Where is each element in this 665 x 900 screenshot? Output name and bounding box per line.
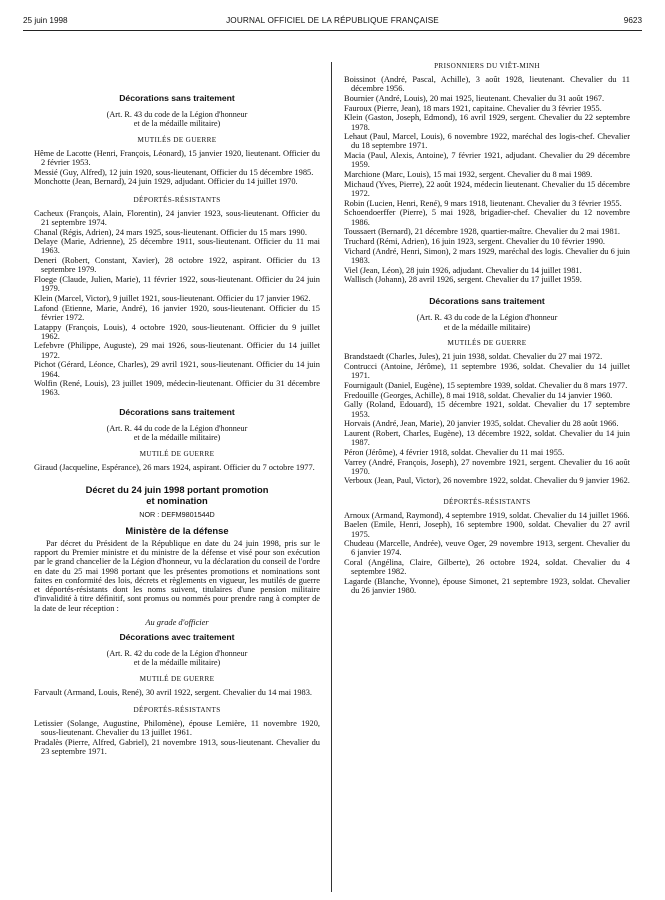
list-item: Vichard (André, Henri, Simon), 2 mars 1929, maréchal des logis. Chevalier du 6 juin 1983.: [344, 246, 630, 265]
list-item: Pichot (Gérard, Léonce, Charles), 29 avril 1921, sous-lieutenant. Officier du 14 juin 1964.: [34, 360, 320, 379]
header-date: 25 juin 1998: [23, 16, 68, 25]
list-item: Verboux (Jean, Paul, Victor), 26 novembre 1922, soldat. Chevalier du 9 janvier 1962.: [344, 476, 630, 486]
list-item: Boissinot (André, Pascal, Achille), 3 août 1928, lieutenant. Chevalier du 11 décembre 1956.: [344, 75, 630, 94]
entry-list: [344, 75, 630, 284]
list-item: Chudeau (Marcelle, Andrée), veuve Oger, 29 novembre 1913, sergent. Chevalier du 6 janvier 1974.: [344, 539, 630, 558]
list-item: Bournier (André, Louis), 20 mai 1925, lieutenant. Chevalier du 31 août 1967.: [344, 93, 605, 103]
list-item: Varrey (André, François, Joseph), 27 novembre 1921, sergent. Chevalier du 16 août 1970.: [344, 457, 630, 476]
list-item: Lehaut (Paul, Marcel, Louis), 6 novembre 1922, maréchal des logis-chef. Chevalier du 18 septembre 1971.: [344, 132, 630, 151]
list-item: Cacheux (François, Alain, Florentin), 24 janvier 1923, sous-lieutenant. Officier du 21 septembre 1974.: [34, 208, 320, 227]
list-item: Viel (Jean, Léon), 28 juin 1926, adjudant. Chevalier du 14 juillet 1981.: [344, 265, 582, 275]
list-item: Fauroux (Pierre, Jean), 18 mars 1921, capitaine. Chevalier du 3 février 1955.: [344, 103, 602, 113]
list-item: Giraud (Jacqueline, Espérance), 26 mars 1924, aspirant. Officier du 7 octobre 1977.: [34, 462, 315, 472]
list-item: Truchard (Rémi, Adrien), 16 juin 1923, sergent. Chevalier du 10 février 1990.: [344, 236, 605, 246]
section-title: Décorations sans traitement: [119, 406, 235, 417]
grade-heading: Au grade d'officier: [145, 618, 209, 628]
list-item: Gally (Roland, Edouard), 15 décembre 1921, soldat. Chevalier du 17 septembre 1953.: [344, 400, 630, 419]
header-journal-title: JOURNAL OFFICIEL DE LA RÉPUBLIQUE FRANÇAISE: [226, 16, 439, 25]
category-heading: DÉPORTÉS-RÉSISTANTS: [133, 706, 221, 715]
list-item: Toussaert (Bernard), 21 décembre 1928, quartier-maître. Chevalier du 2 mai 1981.: [344, 227, 620, 237]
entry-list: [34, 209, 320, 398]
list-item: Delaye (Marie, Adrienne), 25 décembre 1911, sous-lieutenant. Officier du 11 mai 1963.: [34, 237, 320, 256]
entry-list: [344, 511, 630, 596]
list-item: Hême de Lacotte (Henri, François, Léonard), 15 janvier 1920, lieutenant. Officier du 2 février 1953.: [34, 148, 320, 168]
list-item: Farvault (Armand, Louis, René), 30 avril 1922, sergent. Chevalier du 14 mai 1983.: [34, 687, 313, 697]
list-item: Robin (Lucien, Henri, René), 9 mars 1918, lieutenant. Chevalier du 3 février 1955.: [344, 198, 622, 208]
list-item: Brandstaedt (Charles, Jules), 21 juin 1938, soldat. Chevalier du 27 mai 1972.: [344, 352, 603, 362]
list-item: Wolfin (René, Louis), 23 juillet 1909, médecin-lieutenant. Officier du 31 décembre 1963.: [34, 379, 320, 398]
list-item: Deneri (Robert, Constant, Xavier), 28 octobre 1922, aspirant. Officier du 13 septembre 1979.: [34, 256, 320, 275]
article-reference: (Art. R. 43 du code de la Légion d'honneur et de la médaille militaire): [106, 110, 248, 129]
nor-reference: NOR : DEFM9801544D: [139, 509, 215, 519]
list-item: Latappy (François, Louis), 4 octobre 1920, sous-lieutenant. Officier du 9 juillet 1962.: [34, 322, 320, 341]
list-item: Pradalès (Pierre, Alfred, Gabriel), 21 novembre 1913, sous-lieutenant. Chevalier du 23 septembre 1971.: [34, 738, 320, 757]
entry-list: [34, 149, 320, 187]
left-column: [34, 93, 320, 765]
right-column: [344, 62, 630, 604]
list-item: Lafond (Etienne, Marie, André), 16 janvier 1920, sous-lieutenant. Officier du 15 février 1972.: [34, 303, 320, 322]
list-item: Letissier (Solange, Augustine, Philomène), épouse Lemière, 11 novembre 1920, sous-lieutenant. Chevalier du 13 juillet 1961.: [34, 719, 320, 738]
entry-list: [34, 463, 320, 472]
list-item: Schoendoerffer (Pierre), 5 mai 1928, brigadier-chef. Chevalier du 12 novembre 1986.: [344, 208, 630, 227]
page-header: [23, 16, 642, 31]
list-item: Horvais (André, Jean, Marie), 20 janvier 1935, soldat. Chevalier du 28 août 1966.: [344, 419, 619, 429]
article-reference: (Art. R. 43 du code de la Légion d'honneur et de la médaille militaire): [416, 313, 558, 332]
list-item: Lefebvre (Philippe, Auguste), 29 mai 1926, sous-lieutenant. Officier du 14 juillet 1972.: [34, 341, 320, 360]
header-page-number: 9623: [623, 16, 642, 25]
entry-list: [34, 688, 320, 697]
list-item: Marchione (Marc, Louis), 15 mai 1932, sergent. Chevalier du 8 mai 1989.: [344, 170, 593, 180]
category-heading: MUTILÉ DE GUERRE: [139, 674, 215, 683]
list-item: Michaud (Yves, Pierre), 22 août 1924, médecin lieutenant. Chevalier du 15 décembre 1972.: [344, 179, 630, 198]
decree-title: Décret du 24 juin 1998 portant promotion et nomination: [85, 483, 269, 506]
section-title: Décorations avec traitement: [119, 632, 235, 643]
category-heading: MUTILÉS DE GUERRE: [137, 135, 217, 144]
list-item: Péron (Jérôme), 4 février 1918, soldat. Chevalier du 11 mai 1955.: [344, 447, 565, 457]
list-item: Wallisch (Johann), 28 avril 1926, sergent. Chevalier du 17 juillet 1959.: [344, 275, 582, 285]
list-item: Klein (Marcel, Victor), 9 juillet 1921, sous-lieutenant. Officier du 17 janvier 1962.: [34, 293, 311, 303]
list-item: Coral (Angélina, Claire, Gilberte), 26 octobre 1924, soldat. Chevalier du 4 septembre 1982.: [344, 558, 630, 577]
entry-list: [34, 719, 320, 756]
category-heading: DÉPORTÉS-RÉSISTANTS: [443, 497, 531, 506]
decree-paragraph: Par décret du Président de la République en date du 24 juin 1998, pris sur le rapport du Premier ministre et du ministre de la défense et visé pour son exécution par le grand chancelier de la Légion d'honneur, vu la déclaration du conseil de l'ordre en date du 25 mai 1998 portant que les présentes promotions et nominations sont faites en conformité des lois, décrets et règlements en vigueur, les mutilés de guerre et déportés-résistants dont les noms suivent, titulaires d'une pension militaire d'invalidité à titre définitif, sont promus ou nommés pour prendre rang à compter de la date de leur réception :: [34, 538, 320, 613]
article-reference: (Art. R. 42 du code de la Légion d'honneur et de la médaille militaire): [106, 649, 248, 668]
list-item: Baelen (Emile, Henri, Joseph), 16 septembre 1900, soldat. Chevalier du 27 avril 1975.: [344, 520, 630, 539]
list-item: Fournigault (Daniel, Eugène), 15 septembre 1939, soldat. Chevalier du 8 mars 1977.: [344, 380, 628, 390]
ministry-title: Ministère de la défense: [125, 524, 229, 536]
list-item: Laurent (Robert, Charles, Eugène), 13 décembre 1922, soldat. Chevalier du 14 juin 1987.: [344, 428, 630, 448]
section-title: Décorations sans traitement: [119, 93, 235, 103]
entry-list: [344, 352, 630, 485]
list-item: Macia (Paul, Alexis, Antoine), 7 février 1921, adjudant. Chevalier du 29 décembre 1959.: [344, 151, 630, 170]
section-title: Décorations sans traitement: [429, 296, 545, 307]
category-heading: DÉPORTÉS-RÉSISTANTS: [133, 195, 221, 204]
list-item: Monchotte (Jean, Bernard), 24 juin 1929, adjudant. Officier du 14 juillet 1970.: [34, 177, 298, 187]
list-item: Contrucci (Antoine, Jérôme), 11 septembre 1936, soldat. Chevalier du 14 juillet 1971.: [344, 361, 630, 381]
list-item: Lagarde (Blanche, Yvonne), épouse Simonet, 21 septembre 1923, soldat. Chevalier du 26 janvier 1980.: [344, 577, 630, 596]
category-heading: MUTILÉS DE GUERRE: [447, 339, 527, 348]
list-item: Klein (Gaston, Joseph, Edmond), 16 avril 1929, sergent. Chevalier du 22 septembre 1978.: [344, 113, 630, 132]
category-heading: MUTILÉ DE GUERRE: [139, 449, 215, 458]
article-reference: (Art. R. 44 du code de la Légion d'honneur et de la médaille militaire): [106, 423, 248, 443]
list-item: Chanal (Régis, Adrien), 24 mars 1925, sous-lieutenant. Officier du 15 mars 1990.: [34, 227, 307, 237]
category-heading: PRISONNIERS DU VIÊT-MINH: [434, 62, 540, 70]
list-item: Floege (Claude, Julien, Marie), 11 février 1922, sous-lieutenant. Officier du 24 juin 1979.: [34, 275, 320, 294]
list-item: Messié (Guy, Alfred), 12 juin 1920, sous-lieutenant, Officier du 15 décembre 1985.: [34, 167, 314, 177]
column-divider: [331, 62, 332, 892]
list-item: Fredouille (Georges, Achille), 8 mai 1918, soldat. Chevalier du 14 janvier 1960.: [344, 390, 613, 400]
list-item: Arnoux (Armand, Raymond), 4 septembre 1919, soldat. Chevalier du 14 juillet 1966.: [344, 510, 630, 520]
